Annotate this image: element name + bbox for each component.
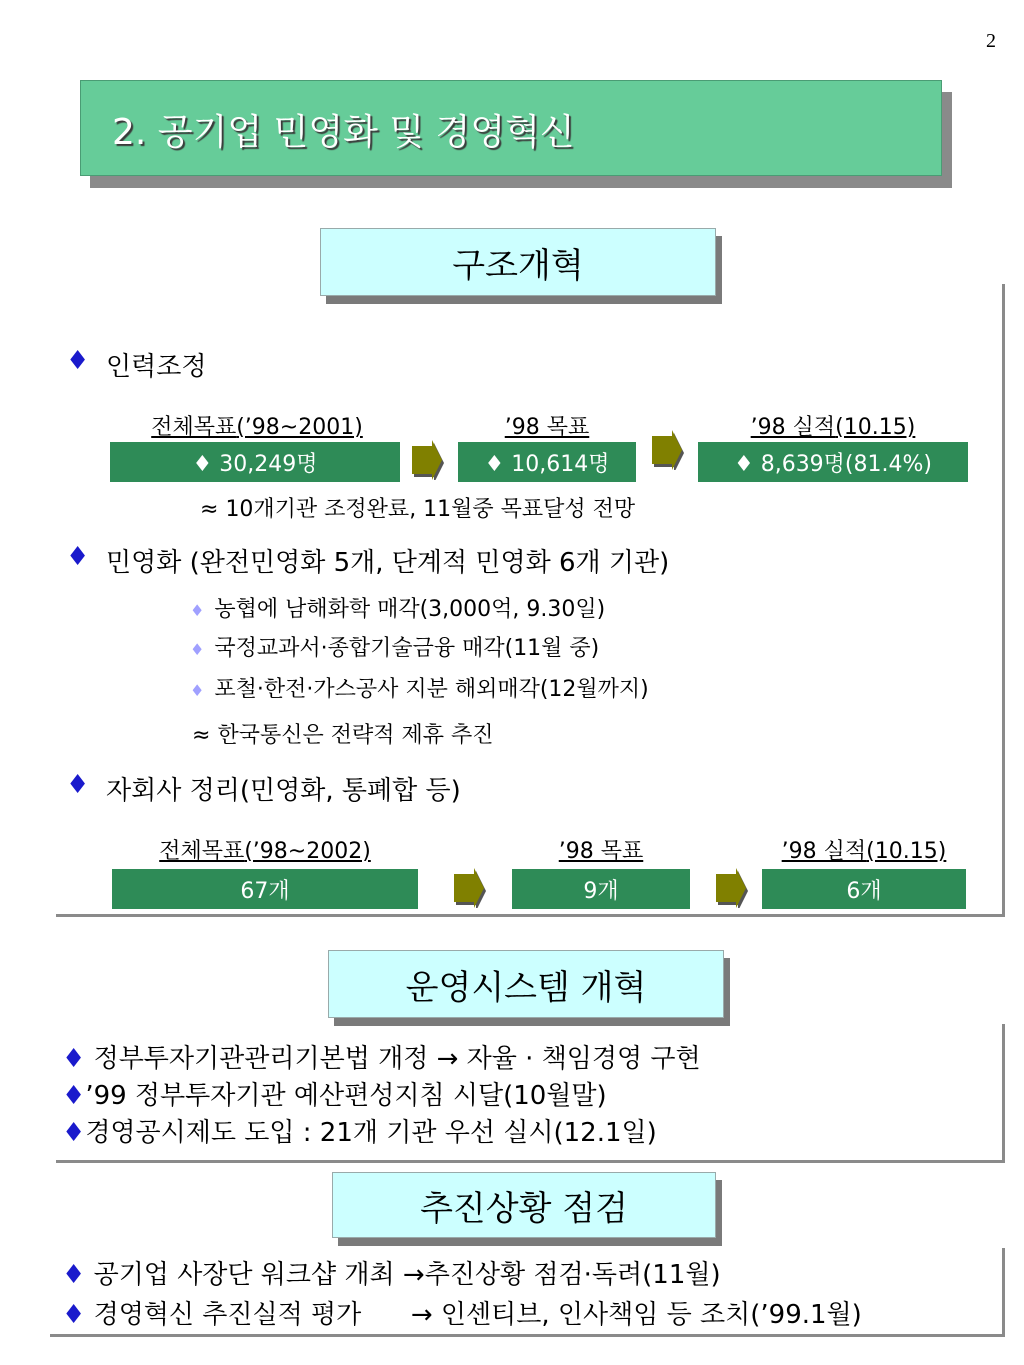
operation-item <box>62 1075 607 1112</box>
subsidiaries-col3-head <box>762 834 966 865</box>
right-arrow-icon <box>410 440 444 480</box>
workforce-heading: 인력조정 <box>106 352 207 382</box>
right-arrow-icon <box>714 868 748 908</box>
col3-label: ’98 실적 <box>750 415 836 440</box>
diamond-bullet-icon: ♦ <box>66 346 90 376</box>
progress-header: 추진상황 점검 <box>332 1172 716 1238</box>
col1-paren: (’98~2002) <box>244 839 371 864</box>
progress-item-text: 공기업 사장단 워크샵 개최 →추진상황 점검·독려(11월) <box>93 1260 721 1290</box>
col1-paren: (’98~2001) <box>236 415 363 440</box>
subsidiaries-98-actual-bar: 6개 <box>762 869 966 909</box>
workforce-note-text: 10개기관 조정완료, 11월중 목표달성 전망 <box>225 497 636 522</box>
privatization-note <box>192 718 493 749</box>
diamond-bullet-icon: ♦ <box>66 770 90 800</box>
small-diamond-icon: ♦ <box>190 681 205 700</box>
diamond-bullet-icon: ♦ <box>62 1081 86 1111</box>
workforce-col2-head: ’98 목표 <box>504 415 590 440</box>
diamond-bullet-icon: ♦ <box>62 1300 86 1330</box>
diamond-bullet-icon: ♦ <box>66 542 90 572</box>
workforce-98-actual-bar: ♦ 8,639명(81.4%) <box>698 442 968 482</box>
small-diamond-icon: ♦ <box>190 601 205 620</box>
progress-item-text: 경영혁신 추진실적 평가 → 인센티브, 인사책임 등 조치(’99.1월) <box>93 1300 862 1330</box>
progress-item <box>62 1254 721 1291</box>
privatization-item-text: 농협에 남해화학 매각(3,000억, 9.30일) <box>214 597 606 622</box>
col3-paren: (10.15) <box>835 415 916 440</box>
privatization-item <box>190 672 649 703</box>
subsidiaries-98-target-bar: 9개 <box>512 869 690 909</box>
structure-header: 구조개혁 <box>320 228 716 296</box>
operation-item <box>62 1038 701 1075</box>
col3-label: ’98 실적 <box>781 839 867 864</box>
privatization-item <box>190 592 605 623</box>
privatization-item <box>190 631 599 662</box>
privatization-heading: 민영화 (완전민영화 5개, 단계적 민영화 6개 기관) <box>106 548 670 578</box>
operation-item-text: 정부투자기관관리기본법 개정 → 자율 · 책임경영 구현 <box>93 1044 701 1074</box>
subsidiaries-heading: 자회사 정리(민영화, 통폐합 등) <box>106 776 461 806</box>
workforce-98-target-bar: ♦ 10,614명 <box>458 442 636 482</box>
workforce-total-bar: ♦ 30,249명 <box>110 442 400 482</box>
page-title: 2. 공기업 민영화 및 경영혁신 <box>112 112 575 153</box>
col3-paren: (10.15) <box>866 839 947 864</box>
wave-note-icon: ≈ <box>192 723 211 748</box>
workforce-col3-head <box>698 410 968 441</box>
privatization-item-text: 국정교과서·종합기술금융 매각(11월 중) <box>214 636 600 661</box>
privatization-item-text: 포철·한전·가스공사 지분 해외매각(12월까지) <box>214 677 649 702</box>
diamond-bullet-icon: ♦ <box>62 1118 86 1148</box>
diamond-bullet-icon: ♦ <box>62 1044 86 1074</box>
workforce-col1-head <box>110 410 404 441</box>
col1-label: 전체목표 <box>151 415 237 440</box>
col1-label: 전체목표 <box>159 839 245 864</box>
operation-item-text: 경영공시제도 도입 : 21개 기관 우선 실시(12.1일) <box>85 1118 657 1148</box>
diamond-bullet-icon: ♦ <box>62 1260 86 1290</box>
right-arrow-icon <box>650 430 684 470</box>
workforce-note <box>200 492 635 523</box>
page-number: 2 <box>986 30 996 52</box>
subsidiaries-total-bar: 67개 <box>112 869 418 909</box>
operation-header: 운영시스템 개혁 <box>328 950 724 1018</box>
progress-item <box>62 1294 862 1331</box>
operation-item-text: ’99 정부투자기관 예산편성지침 시달(10월말) <box>85 1081 607 1111</box>
subsidiaries-col1-head <box>112 834 418 865</box>
wave-note-icon: ≈ <box>200 497 219 522</box>
subsidiaries-col2-head: ’98 목표 <box>558 839 644 864</box>
small-diamond-icon: ♦ <box>190 640 205 659</box>
privatization-note-text: 한국통신은 전략적 제휴 추진 <box>217 723 494 748</box>
right-arrow-icon <box>452 868 486 908</box>
operation-item <box>62 1112 657 1149</box>
